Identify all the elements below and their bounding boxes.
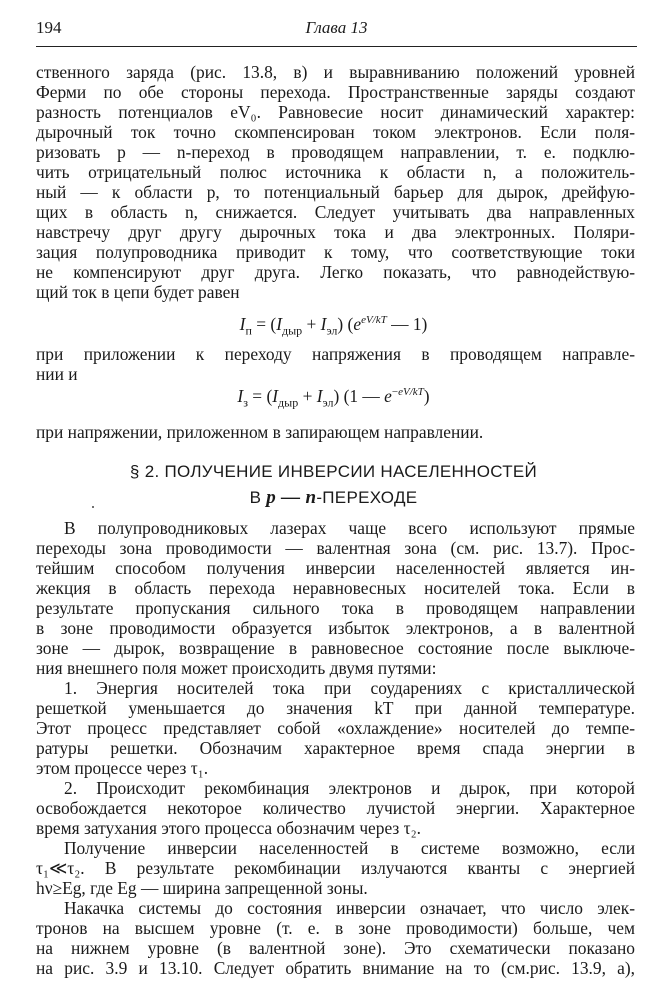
para5-line: 1. Энергия носителей тока при соударениях с кристаллической: [64, 678, 635, 698]
para5-line: ратуры решетки. Обозначим характерное время спада энергии в: [36, 738, 635, 758]
para7-line: Получение инверсии населенностей в системе возможно, если: [64, 838, 635, 858]
para2-line: при приложении к переходу напряжения в проводящем направле-: [36, 344, 635, 364]
para1-line: ственного заряда (рис. 13.8, в) и выравниванию положений уровней: [36, 62, 635, 82]
para8-line: тронов на высшем уровне (т. е. в зоне проводимости) больше, чем: [36, 918, 635, 938]
para4-line: переходы зона проводимости — валентная зона (см. рис. 13.7). Прос-: [36, 538, 635, 558]
formula-forward-current: $I_п = (I_{дыр} + I_{эл})$ ($e^{eV/kT}$ — 1): [239, 313, 428, 338]
para6-line: 2. Происходит рекомбинация электронов и дырок, при которой: [64, 778, 635, 798]
para2-line: нии и: [36, 364, 78, 384]
para8-line: на рис. 3.9 и 13.10. Следует обратить внимание на то (см.рис. 13.9, а),: [36, 958, 635, 978]
page-number: 194: [36, 18, 62, 37]
para1-line: Ферми по обе стороны перехода. Пространственные заряды создают: [36, 82, 635, 102]
para8-line: Накачка системы до состояния инверсии означает, что число элек-: [64, 898, 635, 918]
section-heading-line2: В p — n-ПЕРЕХОДЕ: [249, 487, 418, 508]
para1-line: ный — к области p, то потенциальный барьер для дырок, дрейфую-: [36, 182, 635, 202]
para1-line: щий ток в цепи будет равен: [36, 282, 240, 302]
formula-reverse-current: $I_з = (I_{дыр} + I_{эл})$ (1 — $e^{-eV/kT}$): [237, 385, 430, 410]
para7-line: hν≥Eg, где Eg — ширина запрещенной зоны.: [36, 878, 368, 898]
para1-line: ризовать p — n-переход в проводящем направлении, т. е. подклю-: [36, 142, 635, 162]
para6-line: освобождается некоторое количество лучистой энергии. Характерное: [36, 798, 635, 818]
para8-line: на нижнем уровне (в валентной зоне). Это схематически показано: [36, 938, 635, 958]
para1-line: зация полупроводника приводит к тому, что соответствующие токи: [36, 242, 635, 262]
chapter-title: Глава 13: [305, 18, 368, 37]
para1-line: разность потенциалов eV₀. Равновесие носит динамический характер:: [36, 102, 635, 122]
para4-line: в зоне проводимости образуется избыток электронов, а в валентной: [36, 618, 635, 638]
para4-line: жекция в область перехода неравновесных носителей тока. Если в: [36, 578, 635, 598]
para3-line: при напряжении, приложенном в запирающем направлении.: [36, 422, 484, 442]
page-header: [36, 16, 637, 47]
para5-line: этом процессе через τ₁.: [36, 758, 209, 778]
para7-line: τ₁≪τ₂. В результате рекомбинации излучаются кванты с энергией: [36, 858, 635, 878]
para1-line: навстречу друг другу дырочных тока и два электронных. Поляри-: [36, 222, 635, 242]
para4-line: В полупроводниковых лазерах чаще всего используют прямые: [64, 518, 635, 538]
para4-line: тейшим способом получения инверсии населенностей является ин-: [36, 558, 635, 578]
para4-line: зоне — дырок, возвращение в равновесное состояние после выключе-: [36, 638, 635, 658]
para1-line: дырочный ток точно скомпенсирован током электронов. Если поля-: [36, 122, 635, 142]
para1-line: чить отрицательный полюс источника к области n, а положитель-: [36, 162, 635, 182]
para5-line: решеткой уменьшается до значения kT при данной температуре.: [36, 698, 635, 718]
para1-line: щих в область n, снижается. Следует учитывать два направленных: [36, 202, 635, 222]
para5-line: Этот процесс представляет собой «охлаждение» носителей до темпе-: [36, 718, 635, 738]
para1-line: не компенсируют друг друга. Легко показать, что равнодействую-: [36, 262, 635, 282]
para4-line: ния внешнего поля может происходить двумя путями:: [36, 658, 437, 678]
section-heading-line1: § 2. ПОЛУЧЕНИЕ ИНВЕРСИИ НАСЕЛЕННОСТЕЙ: [129, 462, 538, 481]
para6-line: время затухания этого процесса обозначим через τ₂.: [36, 818, 422, 838]
para4-line: результате пропускания сильного тока в проводящем направлении: [36, 598, 635, 618]
print-speck: [92, 506, 94, 508]
